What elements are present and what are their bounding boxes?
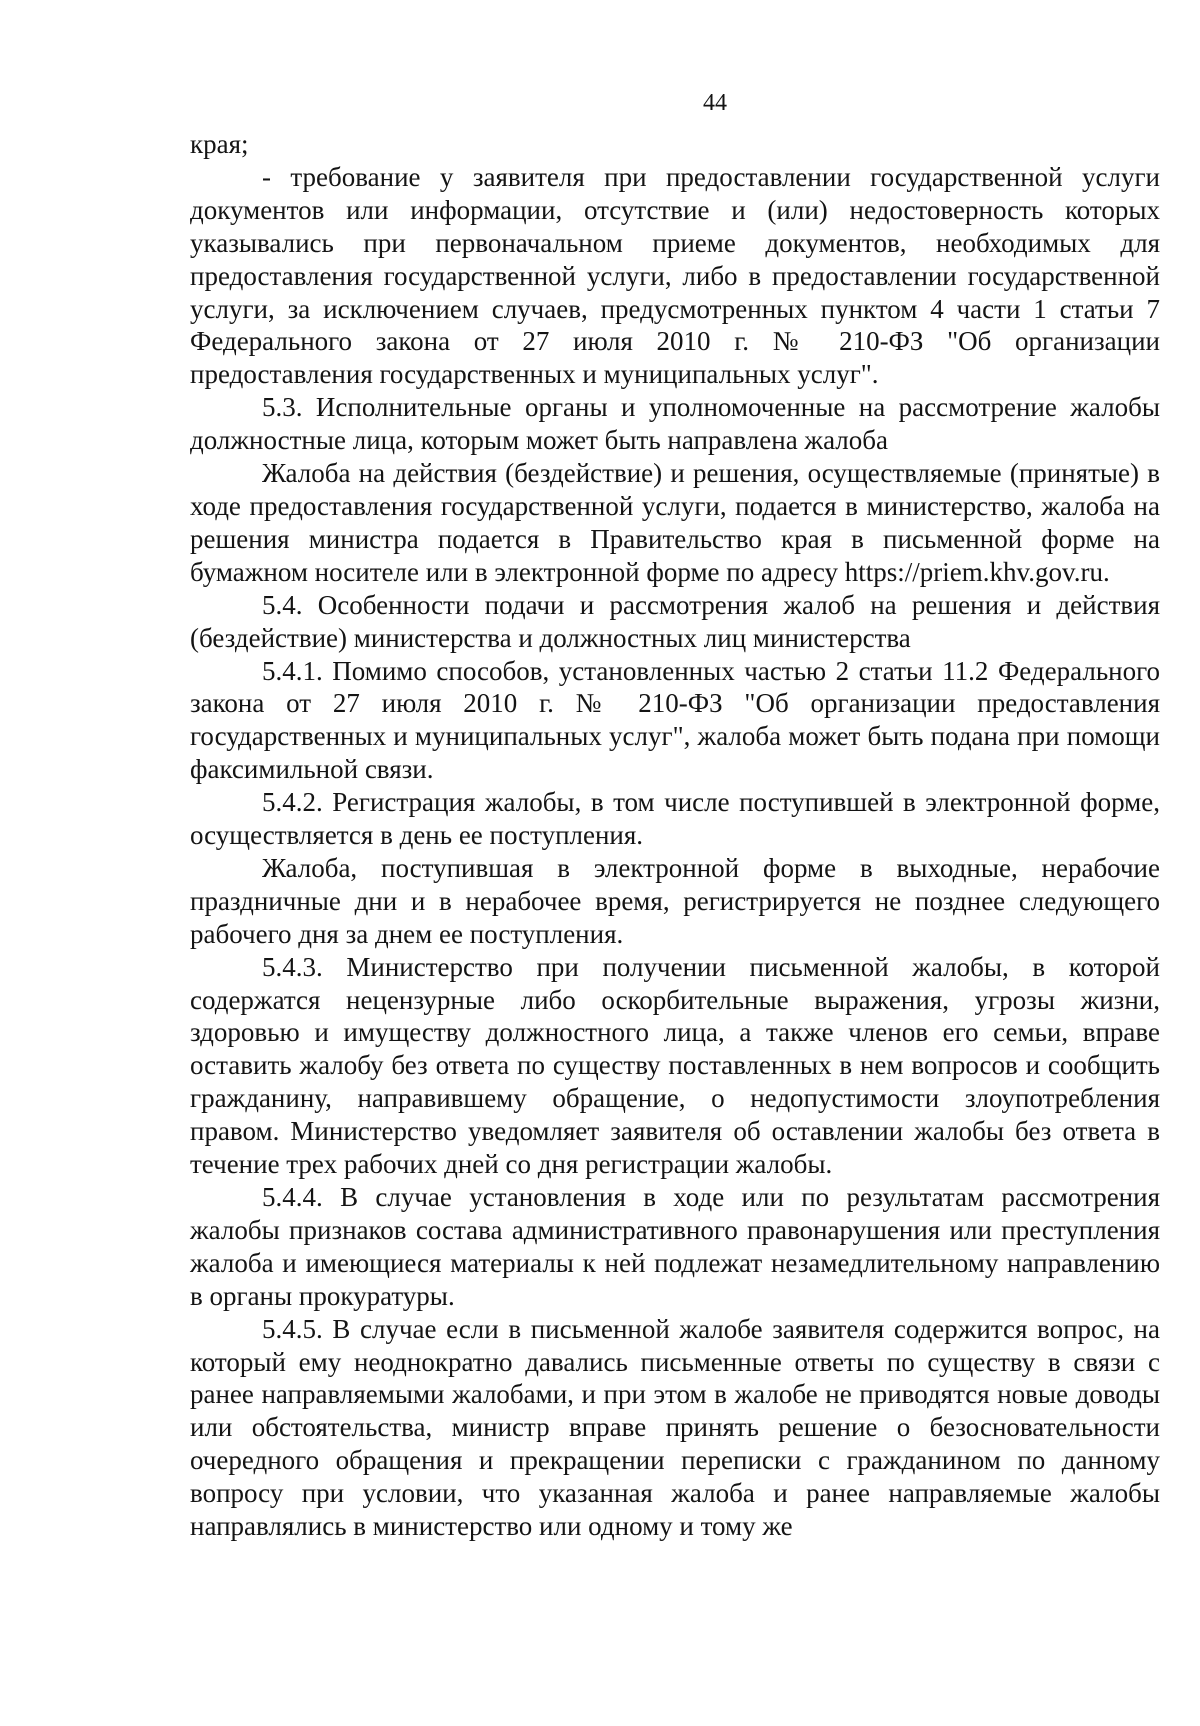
paragraph-5-4-heading: 5.4. Особенности подачи и рассмотрения жалоб на решения и действия (бездействие) министерства и должностных лиц министерства [190,589,1160,653]
paragraph-continuation: края; [190,129,249,159]
paragraph-5-4-3: 5.4.3. Министерство при получении письменной жалобы, в которой содержатся нецензурные либо оскорбительные выражения, угрозы жизни, здоровью и имуществу должностного лица, а также членов его семьи, вправе оставить жалобу без ответа по существу поставленных в нем вопросов и сообщить гражданину, направившему обращение, о недопустимости злоупотребления правом. Министерство уведомляет заявителя об оставлении жалобы без ответа в течение трех рабочих дней со дня регистрации жалобы. [190,951,1160,1180]
paragraph-requirement-item: - требование у заявителя при предоставлении государственной услуги документов или информации, отсутствие и (или) недостоверность которых указывались при первоначальном приеме документов, необходимых для предоставления государственной услуги, либо в предоставлении государственной услуги, за исключением случаев, предусмотренных пунктом 4 части 1 статьи 7 Федерального закона от 27 июля 2010 г. № 210-ФЗ "Об организации предоставления государственных и муниципальных услуг". [190,161,1160,390]
paragraph-5-3-body: Жалоба на действия (бездействие) и решения, осуществляемые (принятые) в ходе предоставления государственной услуги, подается в министерство, жалоба на решения министра подается в Правительство края в письменной форме на бумажном носителе или в электронной форме по адресу https://priem.khv.gov.ru. [190,458,1160,587]
document-body [190,128,1160,1543]
paragraph-5-4-1: 5.4.1. Помимо способов, установленных частью 2 статьи 11.2 Федерального закона от 27 июля 2010 г. № 210-ФЗ "Об организации предоставления государственных и муниципальных услуг", жалоба может быть подана при помощи факсимильной связи. [190,655,1160,785]
page-number: 44 [703,90,727,116]
paragraph-5-4-4: 5.4.4. В случае установления в ходе или по результатам рассмотрения жалобы признаков состава административного правонарушения или преступления жалоба и имеющиеся материалы к ней подлежат незамедлительному направлению в органы прокуратуры. [190,1182,1160,1311]
paragraph-5-4-2-continued: Жалоба, поступившая в электронной форме в выходные, нерабочие праздничные дни и в нерабочее время, регистрируется не позднее следующего рабочего дня за днем ее поступления. [190,852,1160,949]
paragraph-5-4-5: 5.4.5. В случае если в письменной жалобе заявителя содержится вопрос, на который ему неоднократно давались письменные ответы по существу в связи с ранее направляемыми жалобами, и при этом в жалобе не приводятся новые доводы или обстоятельства, министр вправе принять решение о безосновательности очередного обращения и прекращении переписки с гражданином по данному вопросу при условии, что указанная жалоба и ранее направляемые жалобы направлялись в министерство или одному и тому же [190,1313,1160,1542]
paragraph-5-4-2: 5.4.2. Регистрация жалобы, в том числе поступившей в электронной форме, осуществляется в день ее поступления. [190,787,1160,851]
paragraph-5-3-heading: 5.3. Исполнительные органы и уполномоченные на рассмотрение жалобы должностные лица, которым может быть направлена жалоба [190,392,1160,456]
